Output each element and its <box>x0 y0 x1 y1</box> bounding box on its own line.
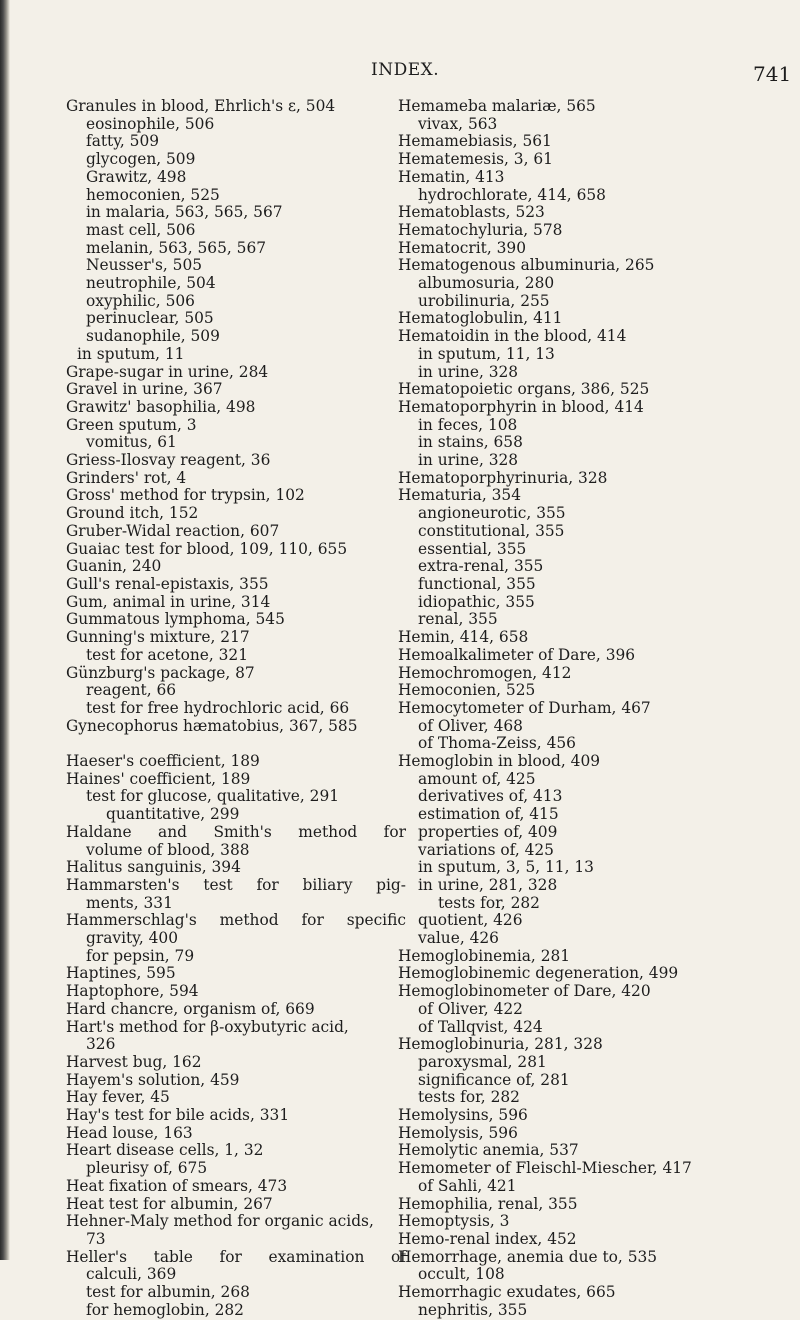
index-subentry: mast cell, 506 <box>86 220 196 239</box>
index-entry: Hard chancre, organism of, 669 <box>66 999 315 1018</box>
index-subentry: extra-renal, 355 <box>418 557 544 576</box>
index-subentry: glycogen, 509 <box>86 150 196 169</box>
index-subentry: 73 <box>86 1229 106 1248</box>
section-gap <box>66 735 406 753</box>
index-subentry: angioneurotic, 355 <box>418 504 566 523</box>
index-entry: Hematuria, 354 <box>398 486 522 505</box>
index-column-right <box>398 98 743 1320</box>
index-subentry: renal, 355 <box>418 610 498 629</box>
index-subentry: in urine, 281, 328 <box>418 875 558 894</box>
index-subentry: of Tallqvist, 424 <box>418 1017 543 1036</box>
index-entry: Hemameba malariæ, 565 <box>398 97 596 115</box>
index-entry: Guaiac test for blood, 109, 110, 655 <box>66 539 348 558</box>
index-subentry: tests for, 282 <box>438 893 540 912</box>
index-entry: Hemometer of Fleischl-Miescher, 417 <box>398 1159 692 1178</box>
index-subentry: test for albumin, 268 <box>86 1283 250 1302</box>
index-entry: Ground itch, 152 <box>66 504 199 523</box>
index-subentry: in urine, 328 <box>418 451 519 470</box>
index-entry: Hematogenous albuminuria, 265 <box>398 256 655 275</box>
index-subentry: of Oliver, 468 <box>418 716 523 735</box>
index-entry: Grawitz' basophilia, 498 <box>66 397 256 416</box>
index-entry: Hay's test for bile acids, 331 <box>66 1106 290 1125</box>
index-entry: Haines' coefficient, 189 <box>66 769 251 788</box>
index-entry: Hemin, 414, 658 <box>398 628 529 647</box>
index-subentry: hemoconien, 525 <box>86 185 220 204</box>
index-entry: Hemoglobinometer of Dare, 420 <box>398 982 651 1001</box>
index-subentry: fatty, 509 <box>86 132 160 151</box>
index-entry: Hematoidin in the blood, 414 <box>398 327 627 346</box>
index-subentry: essential, 355 <box>418 539 527 558</box>
index-subentry: urobilinuria, 255 <box>418 291 550 310</box>
index-entry: Gummatous lymphoma, 545 <box>66 610 285 629</box>
index-entry: Hematoglobulin, 411 <box>398 309 563 328</box>
index-entry: Hammerschlag's method for specific <box>66 911 406 930</box>
index-subentry: derivatives of, 413 <box>418 787 563 806</box>
index-entry: Hemoalkalimeter of Dare, 396 <box>398 645 636 664</box>
index-entry: Günzburg's package, 87 <box>66 663 255 682</box>
index-entry: Haldane and Smith's method for <box>66 822 406 841</box>
index-entry: Hematoblasts, 523 <box>398 203 545 222</box>
index-subentry: estimation of, 415 <box>418 805 559 824</box>
index-subentry: eosinophile, 506 <box>86 114 215 133</box>
index-entry: Hemolysis, 596 <box>398 1123 518 1142</box>
index-subentry: in feces, 108 <box>418 415 518 434</box>
index-entry: Heat fixation of smears, 473 <box>66 1176 288 1195</box>
index-entry: Hemocytometer of Durham, 467 <box>398 698 651 717</box>
index-subentry: test for glucose, qualitative, 291 <box>86 787 340 806</box>
index-entry: Hemorrhage, anemia due to, 535 <box>398 1247 658 1266</box>
index-subentry: test for free hydrochloric acid, 66 <box>86 698 350 717</box>
index-subentry: Neusser's, 505 <box>86 256 203 275</box>
index-subentry: perinuclear, 505 <box>86 309 214 328</box>
index-entry: Hart's method for β-oxybutyric acid, <box>66 1017 349 1036</box>
index-entry: Halitus sanguinis, 394 <box>66 858 241 877</box>
index-entry: Hematocrit, 390 <box>398 238 526 257</box>
index-subentry: neutrophile, 504 <box>86 274 216 293</box>
index-subentry: test for acetone, 321 <box>86 645 249 664</box>
index-entry: Haeser's coefficient, 189 <box>66 752 260 770</box>
index-entry: Hematoporphyrinuria, 328 <box>398 468 608 487</box>
index-entry: Granules in blood, Ehrlich's ε, 504 <box>66 97 336 115</box>
index-subentry: gravity, 400 <box>86 929 178 948</box>
index-entry: Hammarsten's test for biliary pig- <box>66 875 406 894</box>
index-entry: Hemoglobinemia, 281 <box>398 946 571 965</box>
index-entry: Hemoglobinuria, 281, 328 <box>398 1035 603 1054</box>
page-header <box>0 54 800 84</box>
index-entry: Hehner-Maly method for organic acids, <box>66 1212 374 1231</box>
index-entry: Hayem's solution, 459 <box>66 1070 240 1089</box>
index-subentry: variations of, 425 <box>418 840 554 859</box>
index-entry: Hematemesis, 3, 61 <box>398 150 553 169</box>
index-entry: Hemoglobin in blood, 409 <box>398 752 601 771</box>
index-subentry: pleurisy of, 675 <box>86 1159 208 1178</box>
index-entry: Guanin, 240 <box>66 557 162 576</box>
index-subentry: of Sahli, 421 <box>418 1176 517 1195</box>
index-subentry: value, 426 <box>418 929 499 948</box>
index-subentry: reagent, 66 <box>86 681 177 700</box>
index-entry: Heart disease cells, 1, 32 <box>66 1141 264 1160</box>
index-subentry: of Thoma-Zeiss, 456 <box>418 734 576 753</box>
index-subentry: melanin, 563, 565, 567 <box>86 238 267 257</box>
index-entry: Head louse, 163 <box>66 1123 193 1142</box>
index-entry: Heller's table for examination of <box>66 1247 406 1266</box>
index-entry: Gross' method for trypsin, 102 <box>66 486 305 505</box>
index-subentry: properties of, 409 <box>418 822 558 841</box>
index-subentry: in sputum, 3, 5, 11, 13 <box>418 858 594 877</box>
index-entry: Haptines, 595 <box>66 964 176 983</box>
index-subentry: paroxysmal, 281 <box>418 1052 547 1071</box>
index-subentry: constitutional, 355 <box>418 521 565 540</box>
index-subentry: 326 <box>86 1035 116 1054</box>
index-entry: Gull's renal-epistaxis, 355 <box>66 574 269 593</box>
index-entry: Hemochromogen, 412 <box>398 663 572 682</box>
index-entry: Gum, animal in urine, 314 <box>66 592 271 611</box>
index-subentry: sudanophile, 509 <box>86 327 220 346</box>
index-entry: Haptophore, 594 <box>66 982 199 1001</box>
index-column-left <box>66 98 406 1320</box>
index-entry: Hay fever, 45 <box>66 1088 170 1107</box>
index-entry: Hemo-renal index, 452 <box>398 1230 577 1248</box>
index-subentry: vivax, 563 <box>418 114 498 133</box>
index-entry: Hemoptysis, 3 <box>398 1212 510 1231</box>
index-subentry: in sputum, 11 <box>77 344 185 363</box>
index-entry: Hematoporphyrin in blood, 414 <box>398 397 644 416</box>
index-subentry: of Oliver, 422 <box>418 999 523 1018</box>
index-entry: Hemamebiasis, 561 <box>398 132 552 151</box>
index-subentry: oxyphilic, 506 <box>86 291 195 310</box>
index-subentry: nephritis, 355 <box>418 1300 528 1319</box>
index-entry: Grinders' rot, 4 <box>66 468 187 487</box>
index-entry: Gynecophorus hæmatobius, 367, 585 <box>66 716 358 735</box>
index-subentry: idiopathic, 355 <box>418 592 535 611</box>
index-entry: Hematochyluria, 578 <box>398 220 563 239</box>
index-entry: Hemolysins, 596 <box>398 1106 528 1125</box>
index-subentry: hydrochlorate, 414, 658 <box>418 185 606 204</box>
index-subentry: quantitative, 299 <box>106 805 240 824</box>
index-entry: Hemophilia, renal, 355 <box>398 1194 578 1213</box>
index-subentry: functional, 355 <box>418 574 536 593</box>
index-subentry: quotient, 426 <box>418 911 523 930</box>
index-entry: Hemoglobinemic degeneration, 499 <box>398 964 679 983</box>
index-entry: Hemolytic anemia, 537 <box>398 1141 579 1160</box>
index-subentry: in sputum, 11, 13 <box>418 344 555 363</box>
page-binding-edge <box>0 0 10 1260</box>
index-entry: Green sputum, 3 <box>66 415 197 434</box>
index-entry: Hematopoietic organs, 386, 525 <box>398 380 650 399</box>
index-subentry: volume of blood, 388 <box>86 840 250 859</box>
index-subentry: in malaria, 563, 565, 567 <box>86 203 283 222</box>
index-subentry: significance of, 281 <box>418 1070 570 1089</box>
index-subentry: in urine, 328 <box>418 362 519 381</box>
index-entry: Hemorrhagic exudates, 665 <box>398 1283 616 1302</box>
index-subentry: in stains, 658 <box>418 433 523 452</box>
index-subentry: for pepsin, 79 <box>86 946 195 965</box>
index-entry: Gruber-Widal reaction, 607 <box>66 521 280 540</box>
index-subentry: calculi, 369 <box>86 1265 177 1284</box>
index-entry: Grape-sugar in urine, 284 <box>66 362 269 381</box>
index-entry: Harvest bug, 162 <box>66 1052 202 1071</box>
index-entry: Gravel in urine, 367 <box>66 380 223 399</box>
page-number: 741 <box>753 62 792 86</box>
index-subentry: vomitus, 61 <box>86 433 177 452</box>
index-subentry: tests for, 282 <box>418 1088 520 1107</box>
index-subentry: amount of, 425 <box>418 769 536 788</box>
index-subentry: ments, 331 <box>86 893 173 912</box>
index-entry: Hematin, 413 <box>398 167 505 186</box>
index-entry: Hemoconien, 525 <box>398 681 536 700</box>
index-subentry: albumosuria, 280 <box>418 274 555 293</box>
index-subentry: for hemoglobin, 282 <box>86 1300 244 1319</box>
running-head: INDEX. <box>371 60 440 80</box>
index-entry: Griess-Ilosvay reagent, 36 <box>66 451 271 470</box>
index-subentry: Grawitz, 498 <box>86 167 187 186</box>
index-subentry: occult, 108 <box>418 1265 505 1284</box>
index-entry: Gunning's mixture, 217 <box>66 628 250 647</box>
index-entry: Heat test for albumin, 267 <box>66 1194 273 1213</box>
